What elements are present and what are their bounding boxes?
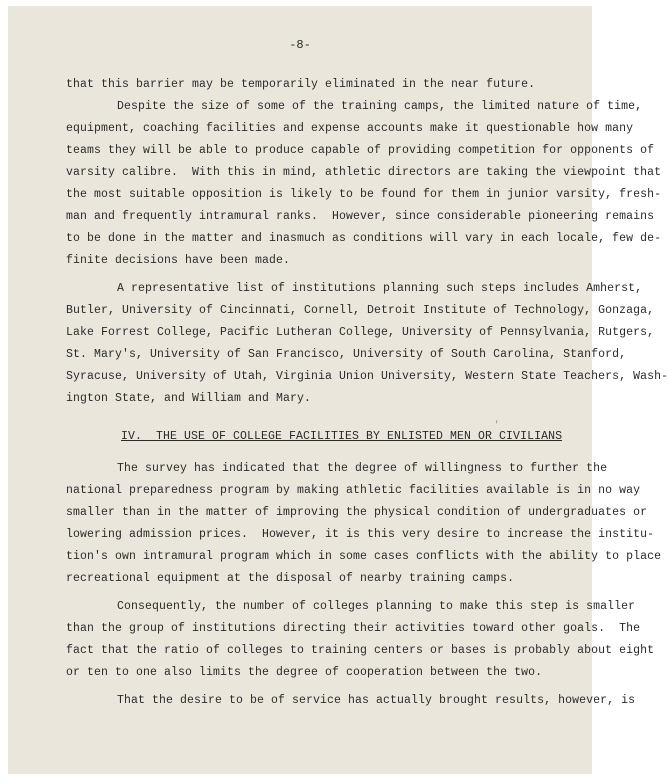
text-line: Consequently, the number of colleges planning to make this step is smaller [117, 600, 636, 613]
text-line: Lake Forrest College, Pacific Lutheran College, University of Pennsylvania, Rutgers, [66, 326, 655, 339]
text-line: teams they will be able to produce capable of providing competition for opponents of [66, 144, 655, 157]
text-line: or ten to one also limits the degree of cooperation between the two. [66, 666, 543, 679]
text-line: to be done in the matter and inasmuch as conditions will vary in each locale, few de- [66, 232, 662, 245]
text-line: recreational equipment at the disposal of nearby training camps. [66, 572, 515, 585]
text-line: Syracuse, University of Utah, Virginia Union University, Western State Teachers, Wash- [66, 370, 668, 383]
text-line: varsity calibre. With this in mind, athletic directors are taking the viewpoint that [66, 166, 662, 179]
text-line: Despite the size of some of the training camps, the limited nature of time, [117, 100, 643, 113]
text-line: St. Mary's, University of San Francisco, University of South Carolina, Stanford, [66, 348, 627, 361]
text-line: man and frequently intramural ranks. However, since considerable pioneering remains [66, 210, 655, 223]
text-line: national preparedness program by making athletic facilities available is in no way [66, 484, 641, 497]
text-line: the most suitable opposition is likely to be found for them in junior varsity, fresh- [66, 188, 662, 201]
text-line: tion's own intramural program which in some cases conflicts with the ability to place [66, 550, 662, 563]
text-line: ington State, and William and Mary. [66, 392, 312, 405]
text-line: A representative list of institutions planning such steps includes Amherst, [117, 282, 643, 295]
text-line: than the group of institutions directing their activities toward other goals. The [66, 622, 641, 635]
text-line: lowering admission prices. However, it is this very desire to increase the institu- [66, 528, 655, 541]
text-line: equipment, coaching facilities and expense accounts make it questionable how many [66, 122, 634, 135]
text-line: The survey has indicated that the degree of willingness to further the [117, 462, 608, 475]
text-line: finite decisions have been made. [66, 254, 291, 267]
text-line: Butler, University of Cincinnati, Cornell, Detroit Institute of Technology, Gonzaga, [66, 304, 655, 317]
section-heading: IV. THE USE OF COLLEGE FACILITIES BY ENLISTED MEN OR CIVILIANS [121, 430, 563, 443]
page-number: -8- [289, 38, 311, 52]
text-line: That the desire to be of service has actually brought results, however, is [117, 694, 636, 707]
text-line: that this barrier may be temporarily eliminated in the near future. [66, 78, 536, 91]
text-line: fact that the ratio of colleges to training centers or bases is probably about eight [66, 644, 655, 657]
text-line: smaller than in the matter of improving the physical condition of undergraduates or [66, 506, 648, 519]
stray-mark: ' [494, 420, 500, 430]
